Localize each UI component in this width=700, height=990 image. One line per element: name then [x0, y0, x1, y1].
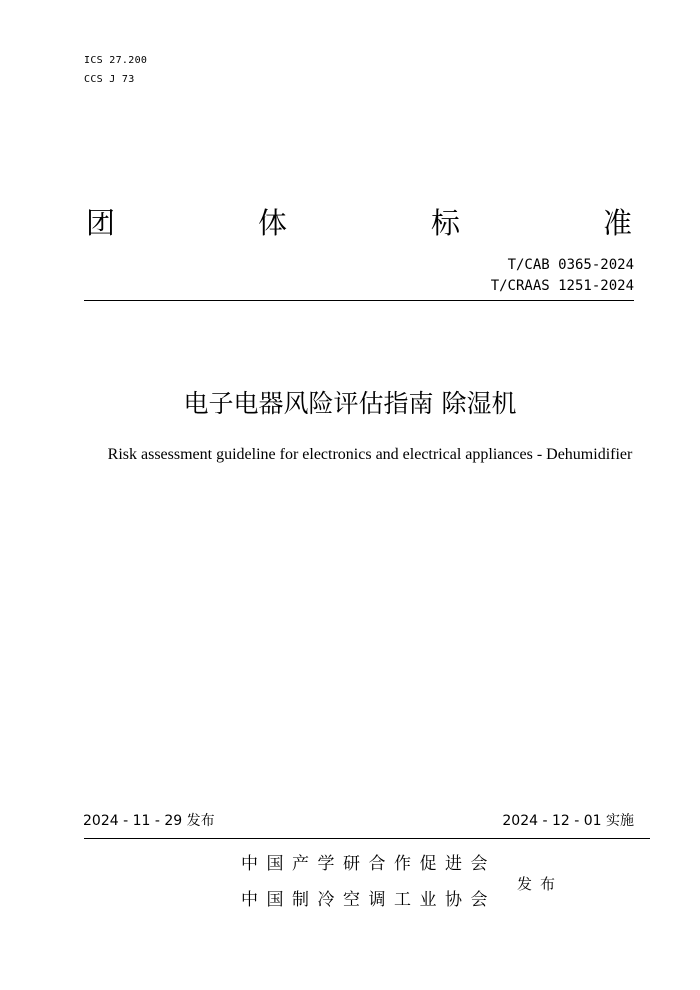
document-title-chinese: 电子电器风险评估指南 除湿机 — [183, 389, 517, 418]
document-title-english: Risk assessment guideline for electronics and electrical appliances - Dehumidifier — [107, 446, 633, 463]
implementation-date: 2024 - 12 - 01 实施 — [502, 813, 634, 829]
standard-type-char: 准 — [603, 206, 633, 240]
standard-type-char: 团 — [86, 206, 116, 240]
ccs-code: CCS J 73 — [84, 74, 135, 85]
footer-divider — [84, 838, 650, 839]
publisher-name: 中国产学研合作促进会 — [241, 854, 496, 874]
header-divider — [84, 300, 634, 301]
standard-code: T/CAB 0365-2024 — [507, 257, 634, 273]
standard-code: T/CRAAS 1251-2024 — [490, 278, 634, 294]
issue-label: 发布 — [517, 875, 564, 893]
standard-type-char: 体 — [258, 206, 288, 240]
publish-date: 2024 - 11 - 29 发布 — [83, 813, 215, 829]
standard-type-char: 标 — [431, 206, 461, 240]
ics-code: ICS 27.200 — [84, 55, 148, 66]
publisher-name: 中国制冷空调工业协会 — [241, 890, 496, 910]
